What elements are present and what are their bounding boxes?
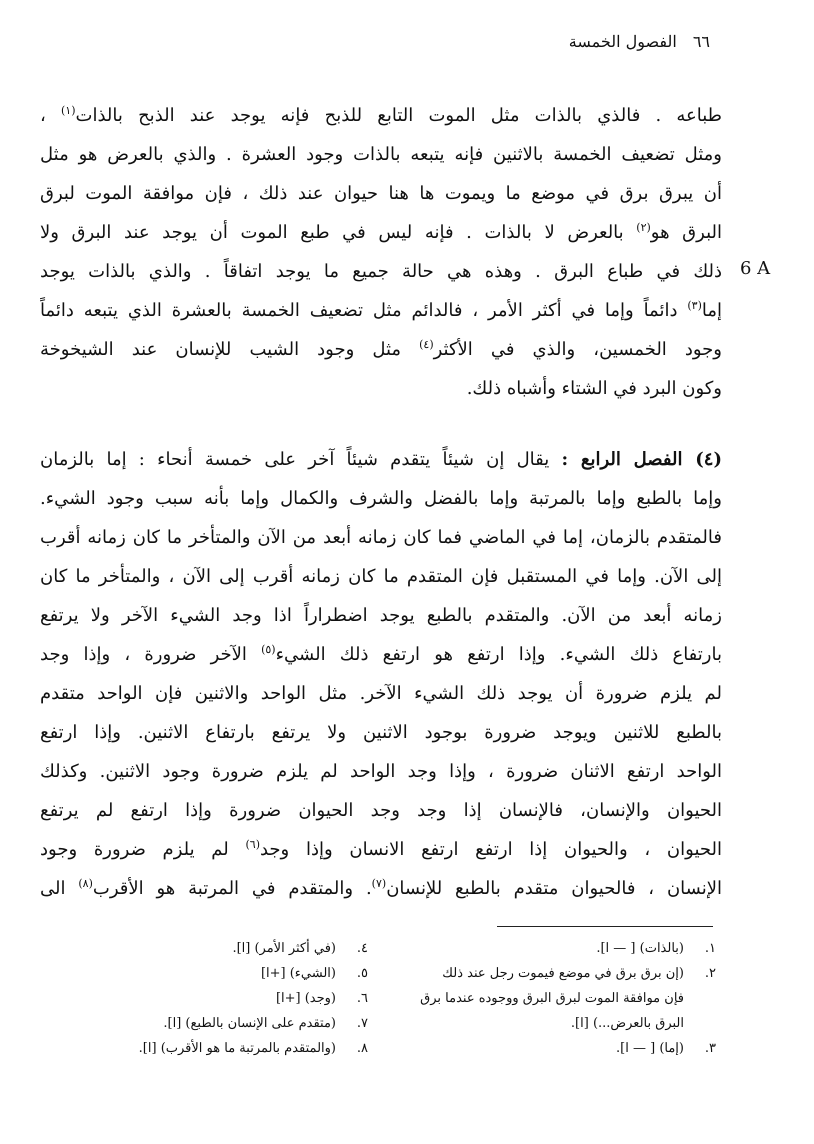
text-line: الحيوان والإنسان، فالإنسان إذا وجد وجد الحيوان ضرورة وإذا ارتفع لم يرتفع bbox=[40, 800, 722, 821]
footnote-item bbox=[386, 961, 716, 1036]
footnote-number: ٤. bbox=[356, 941, 368, 956]
paragraph-2 bbox=[40, 440, 722, 908]
footnote-item bbox=[48, 1011, 368, 1036]
text-line: زمانه أبعد من الآن. والمتقدم بالطبع يوجد اضطراراً اذا وجد الشيء الآخر ولا يرتفع bbox=[40, 605, 722, 626]
footnote-number: ٨. bbox=[356, 1041, 368, 1056]
section-heading: (٤) الفصل الرابع : bbox=[561, 449, 722, 470]
footnote-ref: (٧) bbox=[371, 877, 387, 890]
footnote-number: ٦. bbox=[356, 991, 368, 1006]
footnote-text: (الشيء) [+ا] bbox=[260, 966, 336, 981]
paragraph-1 bbox=[40, 96, 722, 408]
footnote-number: ٧. bbox=[356, 1016, 368, 1031]
footnote-text: (والمتقدم بالمرتبة ما هو الأقرب) [ا]. bbox=[138, 1041, 336, 1056]
text-line: (٤) الفصل الرابع : يقال إن شيئاً يتقدم شيئاً آخر على خمسة أنحاء : إما بالزمان bbox=[40, 449, 722, 470]
running-title: الفصول الخمسة bbox=[568, 32, 677, 51]
text-line: وإما بالطبع وإما بالمرتبة وإما بالفضل والشرف والكمال وإما بأنه سبب وجود الشيء. bbox=[40, 488, 722, 509]
text-line: إما$^{(٣)}$ دائماً وإما في أكثر الأمر ، فالدائم مثل تضعيف الخمسة بالعشرة الذي يتبعه دائماً bbox=[40, 299, 722, 321]
footnote-number: ٢. bbox=[704, 966, 716, 981]
running-head bbox=[530, 32, 710, 51]
footnote-number: ٣. bbox=[704, 1041, 716, 1056]
text-line: بارتفاع ذلك الشيء. وإذا ارتفع هو ارتفع ذلك الشيء$^{(٥)}$ الآخر ضرورة ، وإذا وجد bbox=[40, 643, 722, 665]
text-line: بالطبع للاثنين ويوجد ضرورة بوجود الاثنين ولا يرتفع بارتفاع الاثنين. وإذا ارتفع bbox=[40, 722, 722, 743]
text-line: ذلك في طباع البرق . وهذه هي حالة جميع ما يوجد اتفاقاً . والذي بالذات يوجد bbox=[40, 261, 722, 282]
text-line: وجود الخمسين، والذي في الأكثر$^{(٤)}$ مثل وجود الشيب للإنسان عند الشيخوخة bbox=[40, 338, 722, 360]
text-line: طباعه . فالذي بالذات مثل الموت التابع للذبح فإنه يوجد عند الذبح بالذات$^{(١)}$ ، bbox=[40, 104, 722, 126]
footnotes-left-column bbox=[48, 936, 368, 1061]
text-line: أن يبرق برق في موضع ما ويموت ها هنا حيوان عند ذلك ، فإن موافقة الموت لبرق bbox=[40, 183, 722, 204]
footnote-item bbox=[48, 1036, 368, 1061]
footnote-ref: (١) bbox=[61, 104, 76, 117]
footnote-text: (متقدم على الإنسان بالطبع) [ا]. bbox=[163, 1016, 336, 1031]
page-number: ٦٦ bbox=[692, 32, 710, 51]
text-line: ومثل تضعيف الخمسة بالاثنين فإنه يتبعه بالذات وجود العشرة . والذي بالعرض هو مثل bbox=[40, 144, 722, 165]
footnote-text: (وجد) [+ا] bbox=[275, 991, 336, 1006]
footnotes-right-column bbox=[386, 936, 716, 1061]
footnote-text: (في أكثر الأمر) [ا]. bbox=[232, 941, 336, 956]
text-line: البرق هو$^{(٢)}$ بالعرض لا بالذات . فإنه ليس في طبع الموت أن يوجد عند البرق ولا bbox=[40, 221, 722, 243]
footnote-text: (إما) [ — ا]. bbox=[616, 1041, 684, 1056]
text-line: الحيوان ، والحيوان إذا ارتفع ارتفع الانسان وإذا وجد$^{(٦)}$ لم يلزم ضرورة وجود bbox=[40, 838, 722, 860]
footnote-ref: (٨) bbox=[78, 877, 93, 890]
footnote-number: ٥. bbox=[356, 966, 368, 981]
margin-marker: 6 A bbox=[740, 258, 771, 279]
footnote-text: (إن برق برق في موضع فيموت رجل عند ذلك فإن موافقة الموت لبرق البرق ووجوده عندما برق البرق بالعرض...) [ا]. bbox=[420, 966, 684, 1031]
footnote-rule bbox=[497, 926, 713, 927]
footnote-number: ١. bbox=[704, 941, 716, 956]
footnote-item bbox=[386, 1036, 716, 1061]
footnote-ref: (٥) bbox=[261, 643, 276, 656]
footnote-ref: (٢) bbox=[636, 221, 651, 234]
text-line: فالمتقدم بالزمان، إما في الماضي فما كان زمانه أبعد من الآن والمتأخر ما كان زمانه أقرب bbox=[40, 527, 722, 548]
text-line: إلى الآن. وإما في المستقبل فإن المتقدم ما كان زمانه أقرب إلى الآن ، والمتأخر ما كان bbox=[40, 566, 722, 587]
footnote-item bbox=[386, 936, 716, 961]
footnote-ref: (٣) bbox=[687, 299, 702, 312]
footnote-item bbox=[48, 961, 368, 986]
footnote-item bbox=[48, 936, 368, 961]
footnote-ref: (٤) bbox=[419, 338, 434, 351]
text-line: الواحد ارتفع الاثنان ضرورة ، وإذا وجد الواحد لم يلزم ضرورة وجود الاثنين. وكذلك bbox=[40, 761, 722, 782]
footnote-item bbox=[48, 986, 368, 1011]
text-line: لم يلزم ضرورة أن يوجد ذلك الشيء الآخر. مثل الواحد والاثنين فإن الواحد متقدم bbox=[40, 683, 722, 704]
footnote-text: (بالذات) [ — ا]. bbox=[596, 941, 684, 956]
footnote-ref: (٦) bbox=[245, 838, 260, 851]
text-line: وكون البرد في الشتاء وأشباه ذلك. bbox=[466, 378, 722, 399]
text-line: الإنسان ، فالحيوان متقدم بالطبع للإنسان$^{(٧)}$. والمتقدم في المرتبة هو الأقرب$^{(٨)}$ الى bbox=[40, 877, 722, 899]
